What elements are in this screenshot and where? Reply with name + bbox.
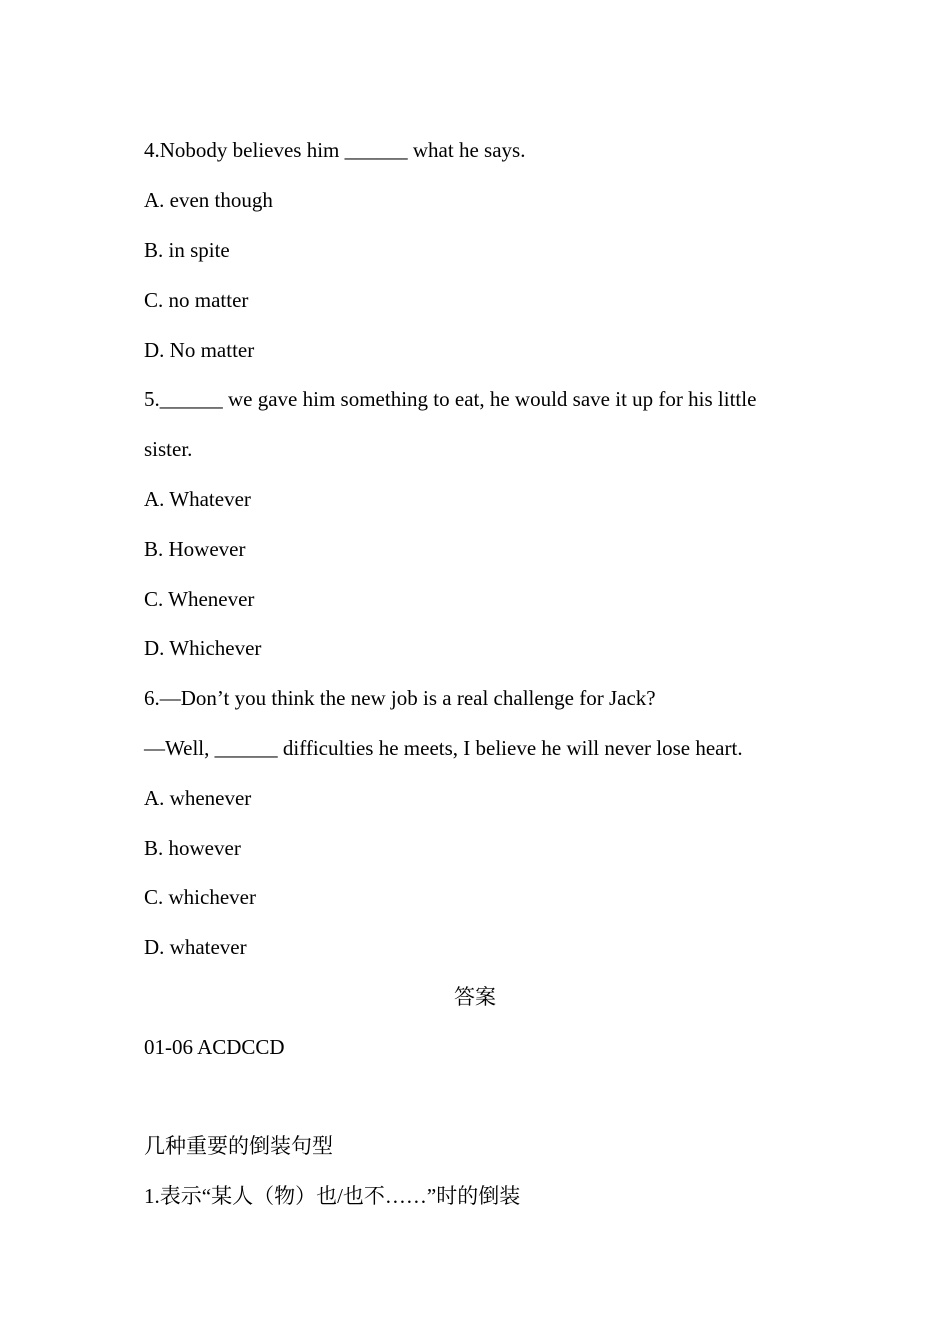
- answer-key: 01-06 ACDCCD: [144, 1035, 285, 1059]
- section-title: 几种重要的倒装句型: [144, 1134, 333, 1158]
- question-6-option-b: B. however: [144, 836, 241, 860]
- question-5-stem-line2: sister.: [144, 437, 193, 461]
- question-4-option-d: D. No matter: [144, 338, 255, 362]
- question-6-stem-line1: 6.—Don’t you think the new job is a real challenge for Jack?: [144, 686, 656, 710]
- question-6-option-d: D. whatever: [144, 935, 247, 959]
- question-6-stem-line2: —Well, ______ difficulties he meets, I believe he will never lose heart.: [144, 736, 743, 760]
- question-5-stem-line1: 5.______ we gave him something to eat, he would save it up for his little: [144, 387, 757, 411]
- question-4-stem: 4.Nobody believes him ______ what he says.: [144, 138, 526, 162]
- question-5-option-b: B. However: [144, 537, 246, 561]
- question-5-option-a: A. Whatever: [144, 487, 251, 511]
- question-6-option-c: C. whichever: [144, 885, 256, 909]
- question-4-option-a: A. even though: [144, 188, 273, 212]
- question-4-option-c: C. no matter: [144, 288, 249, 312]
- question-6-option-a: A. whenever: [144, 786, 252, 810]
- question-5-option-d: D. Whichever: [144, 636, 262, 660]
- question-5-option-c: C. Whenever: [144, 587, 255, 611]
- question-4-option-b: B. in spite: [144, 238, 230, 262]
- answer-heading: 答案: [454, 985, 496, 1009]
- section-item-1: 1.表示“某人（物）也/也不……”时的倒装: [144, 1184, 521, 1208]
